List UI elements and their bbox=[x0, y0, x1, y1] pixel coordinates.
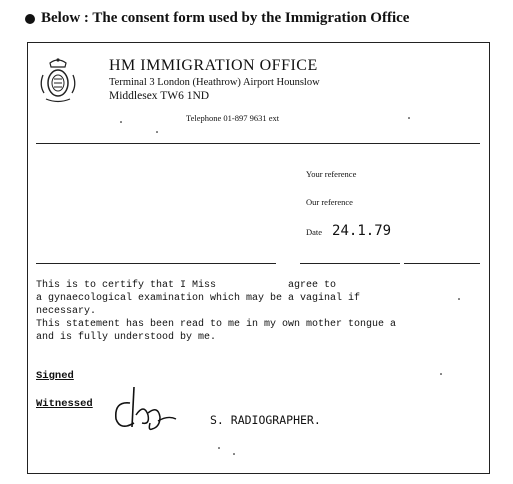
caption-text: Below : The consent form used by the Immigration Office bbox=[41, 10, 410, 26]
address-line-1: Terminal 3 London (Heathrow) Airport Hounslow bbox=[109, 77, 320, 88]
statement-line: This is to certify that I Miss agree to bbox=[36, 280, 337, 291]
address-line-2: Middlesex TW6 1ND bbox=[109, 90, 210, 102]
bullet-icon bbox=[25, 14, 35, 24]
handwritten-signature bbox=[108, 385, 184, 435]
speck bbox=[233, 453, 235, 455]
statement-line: necessary. bbox=[36, 306, 97, 317]
caption bbox=[25, 10, 409, 27]
consent-form bbox=[27, 42, 490, 474]
divider bbox=[36, 263, 276, 264]
divider bbox=[36, 143, 480, 144]
speck bbox=[440, 373, 442, 375]
signed-label: Signed bbox=[36, 370, 74, 382]
date-row bbox=[306, 223, 391, 239]
consent-statement bbox=[36, 279, 486, 344]
statement-line: a gynaecological examination which may be a vaginal if bbox=[36, 293, 361, 304]
speck bbox=[218, 447, 220, 449]
telephone: Telephone 01-897 9631 ext bbox=[186, 113, 280, 123]
divider bbox=[300, 263, 400, 264]
speck bbox=[408, 117, 410, 119]
speck bbox=[120, 121, 122, 123]
date-label: Date bbox=[306, 227, 323, 237]
statement-line: and is fully understood by me. bbox=[36, 332, 217, 343]
royal-crest-icon bbox=[38, 55, 78, 105]
date-value: 24.1.79 bbox=[332, 223, 392, 239]
divider bbox=[404, 263, 480, 264]
witnessed-label: Witnessed bbox=[36, 398, 93, 410]
speck bbox=[458, 298, 460, 300]
our-reference: Our reference bbox=[306, 197, 353, 207]
statement-line: This statement has been read to me in my own mother tongue a bbox=[36, 319, 397, 330]
witness-name: S. RADIOGRAPHER. bbox=[210, 413, 321, 427]
org-name: HM IMMIGRATION OFFICE bbox=[109, 57, 318, 74]
speck bbox=[156, 131, 158, 133]
your-reference: Your reference bbox=[306, 169, 357, 179]
